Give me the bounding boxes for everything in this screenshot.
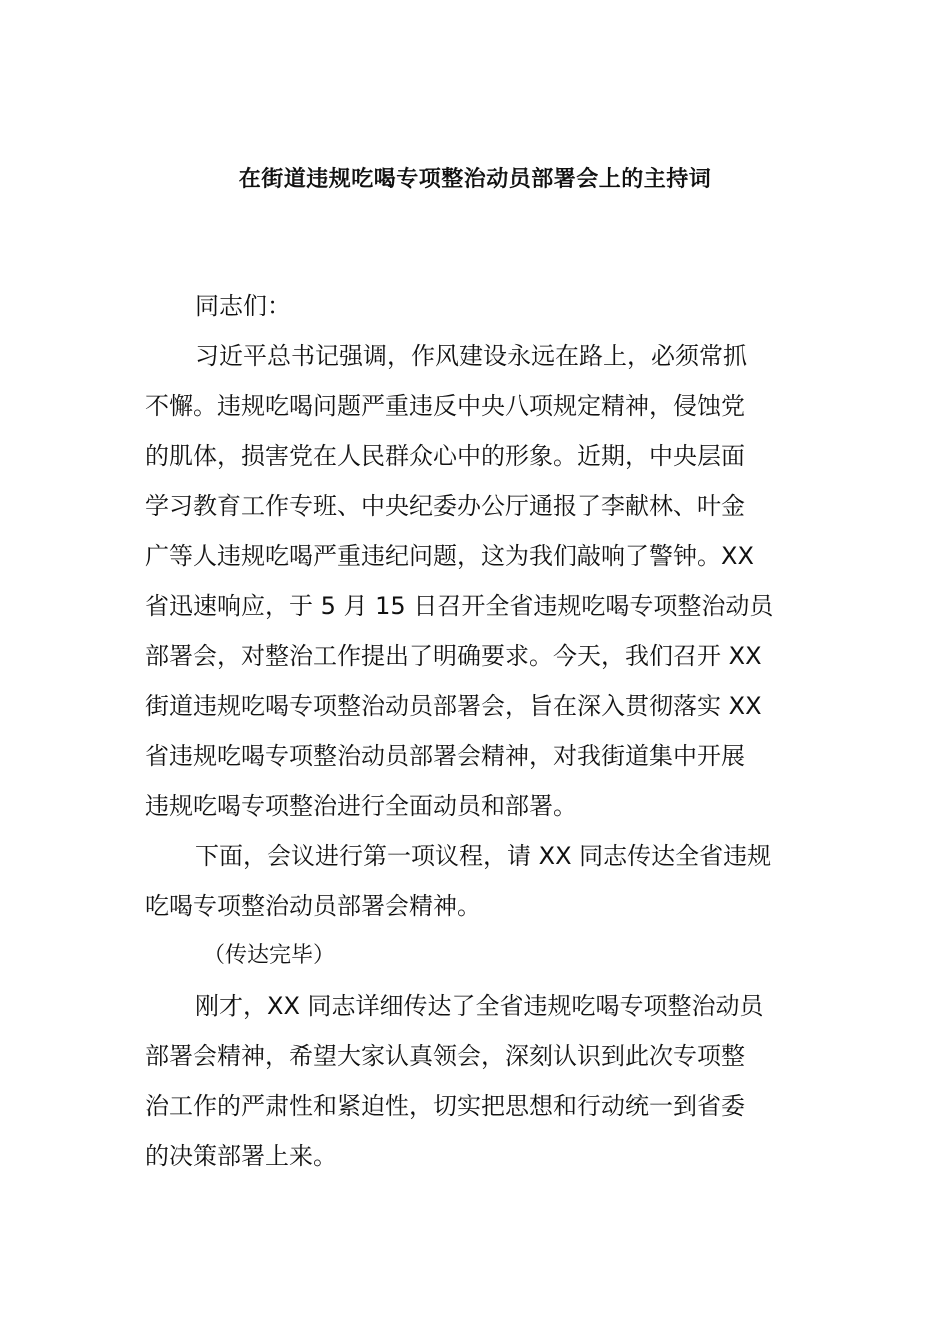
stage-direction: （传达完毕） [203,943,336,968]
paragraph-1-line-3: 的肌体，损害党在人民群众心中的形象。近期，中央层面 [145,442,745,470]
paragraph-1-line-5: 广等人违规吃喝严重违纪问题，这为我们敲响了警钟。XX [145,542,754,570]
paragraph-2-line-2: 吃喝专项整治动员部署会精神。 [145,892,481,920]
paragraph-3-line-1: 刚才，XX 同志详细传达了全省违规吃喝专项整治动员 [195,992,764,1020]
paragraph-3-line-2: 部署会精神，希望大家认真领会，深刻认识到此次专项整 [145,1042,745,1070]
paragraph-1-line-1: 习近平总书记强调，作风建设永远在路上，必须常抓 [195,342,747,370]
paragraph-1-line-2: 不懈。违规吃喝问题严重违反中央八项规定精神，侵蚀党 [145,392,745,420]
paragraph-2-line-1: 下面，会议进行第一项议程，请 XX 同志传达全省违规 [195,842,772,870]
paragraph-1-line-9: 省违规吃喝专项整治动员部署会精神，对我街道集中开展 [145,742,745,770]
paragraph-1-line-6: 省迅速响应，于 5 月 15 日召开全省违规吃喝专项整治动员 [145,592,774,620]
paragraph-1-line-4: 学习教育工作专班、中央纪委办公厅通报了李献林、叶金 [145,492,745,520]
paragraph-1-line-8: 街道违规吃喝专项整治动员部署会，旨在深入贯彻落实 XX [145,692,762,720]
document-body [145,281,807,1181]
paragraph-3-line-3: 治工作的严肃性和紧迫性，切实把思想和行动统一到省委 [145,1092,745,1120]
document-title: 在街道违规吃喝专项整治动员部署会上的主持词 [238,167,712,192]
paragraph-1-line-7: 部署会，对整治工作提出了明确要求。今天，我们召开 XX [145,642,762,670]
paragraph-1-line-10: 违规吃喝专项整治进行全面动员和部署。 [145,792,577,820]
paragraph-3-line-4: 的决策部署上来。 [145,1142,337,1170]
salutation-line: 同志们： [195,292,291,320]
